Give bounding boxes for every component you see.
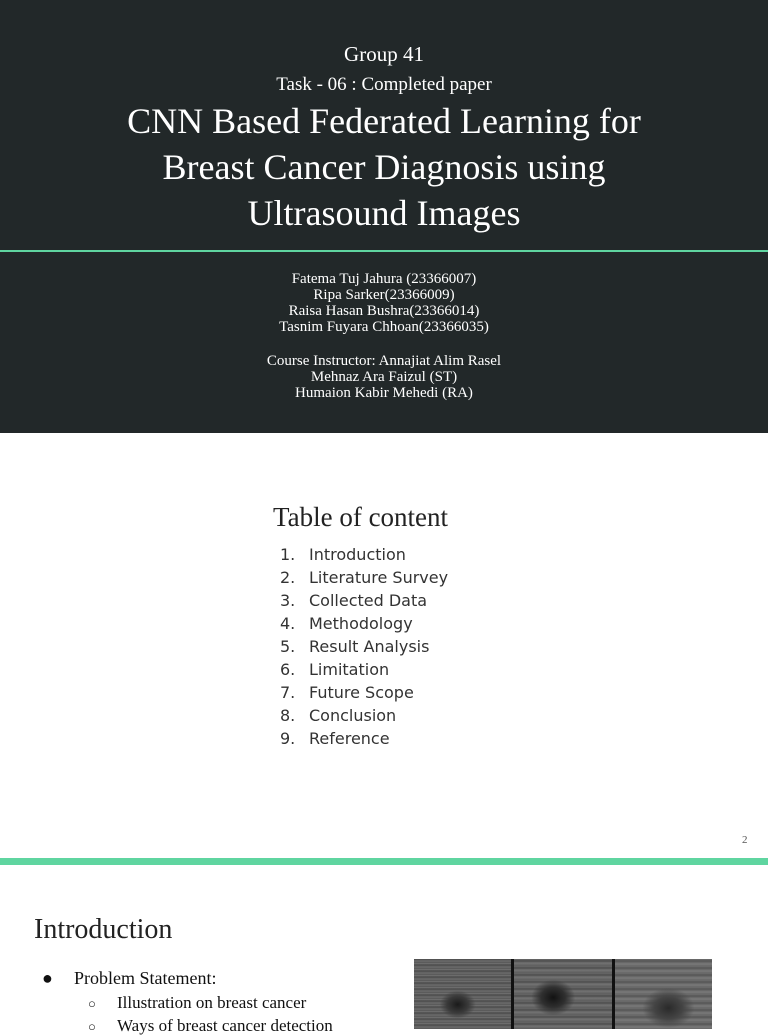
- author-name: Fatema Tuj Jahura (23366007): [291, 271, 477, 287]
- instructor-list: [0, 353, 768, 401]
- toc-number: 2.: [280, 568, 296, 587]
- ultrasound-image: [514, 959, 611, 1029]
- toc-number: 5.: [280, 637, 296, 656]
- page-number: 2: [742, 834, 748, 846]
- sub-bullet-text: Ways of breast cancer detection: [117, 1016, 333, 1035]
- toc-number: 7.: [280, 683, 296, 702]
- toc-label: Limitation: [309, 660, 390, 679]
- toc-number: 3.: [280, 591, 296, 610]
- toc-label: Result Analysis: [309, 637, 430, 656]
- toc-number: 8.: [280, 706, 296, 725]
- instructor-name: Mehnaz Ara Faizul (ST): [310, 369, 458, 385]
- toc-item: [280, 658, 448, 681]
- toc-item: [280, 704, 448, 727]
- paper-title: [84, 98, 684, 236]
- toc-label: Introduction: [309, 545, 406, 564]
- ultrasound-image: [615, 959, 712, 1029]
- toc-number: 9.: [280, 729, 296, 748]
- accent-divider: [0, 250, 768, 252]
- bullet-text: Problem Statement:: [74, 968, 217, 988]
- title-line: CNN Based Federated Learning for: [127, 101, 641, 141]
- toc-label: Methodology: [309, 614, 413, 633]
- toc-label: Future Scope: [309, 683, 414, 702]
- toc-item: [280, 635, 448, 658]
- toc-item: [280, 681, 448, 704]
- toc-item: [280, 727, 448, 750]
- sub-bullet-item: [88, 1016, 333, 1036]
- ultrasound-image-strip: [414, 959, 712, 1029]
- toc-label: Collected Data: [309, 591, 428, 610]
- author-name: Raisa Hasan Bushra(23366014): [288, 303, 480, 319]
- author-list: [0, 271, 768, 335]
- toc-number: 1.: [280, 545, 296, 564]
- toc-number: 4.: [280, 614, 296, 633]
- bullet-circle-icon: ○: [88, 1019, 96, 1034]
- title-line: Ultrasound Images: [247, 193, 521, 233]
- slide-divider: [0, 858, 768, 865]
- author-name: Tasnim Fuyara Chhoan(23366035): [279, 319, 489, 335]
- sub-bullet-text: Illustration on breast cancer: [117, 993, 307, 1012]
- introduction-slide: [0, 865, 768, 1035]
- group-label: Group 41: [344, 42, 424, 66]
- toc-number: 6.: [280, 660, 296, 679]
- toc-list: [280, 543, 448, 750]
- toc-slide: [0, 433, 768, 858]
- ultrasound-image: [414, 959, 511, 1029]
- title-line: Breast Cancer Diagnosis using: [162, 147, 606, 187]
- toc-item: [280, 566, 448, 589]
- author-name: Ripa Sarker(23366009): [313, 287, 455, 303]
- title-slide: [0, 0, 768, 433]
- bullet-dot-icon: ●: [42, 968, 53, 988]
- toc-title: Table of content: [273, 502, 449, 532]
- toc-label: Literature Survey: [309, 568, 449, 587]
- bullet-circle-icon: ○: [88, 996, 96, 1011]
- toc-label: Reference: [309, 729, 390, 748]
- section-title: Introduction: [34, 914, 173, 945]
- instructor-name: Humaion Kabir Mehedi (RA): [295, 385, 473, 401]
- toc-item: [280, 612, 448, 635]
- task-label: Task - 06 : Completed paper: [276, 74, 492, 95]
- toc-item: [280, 589, 448, 612]
- toc-label: Conclusion: [309, 706, 397, 725]
- instructor-name: Course Instructor: Annajiat Alim Rasel: [266, 353, 502, 369]
- sub-bullet-item: [88, 993, 306, 1013]
- bullet-item: [42, 968, 216, 989]
- toc-item: [280, 543, 448, 566]
